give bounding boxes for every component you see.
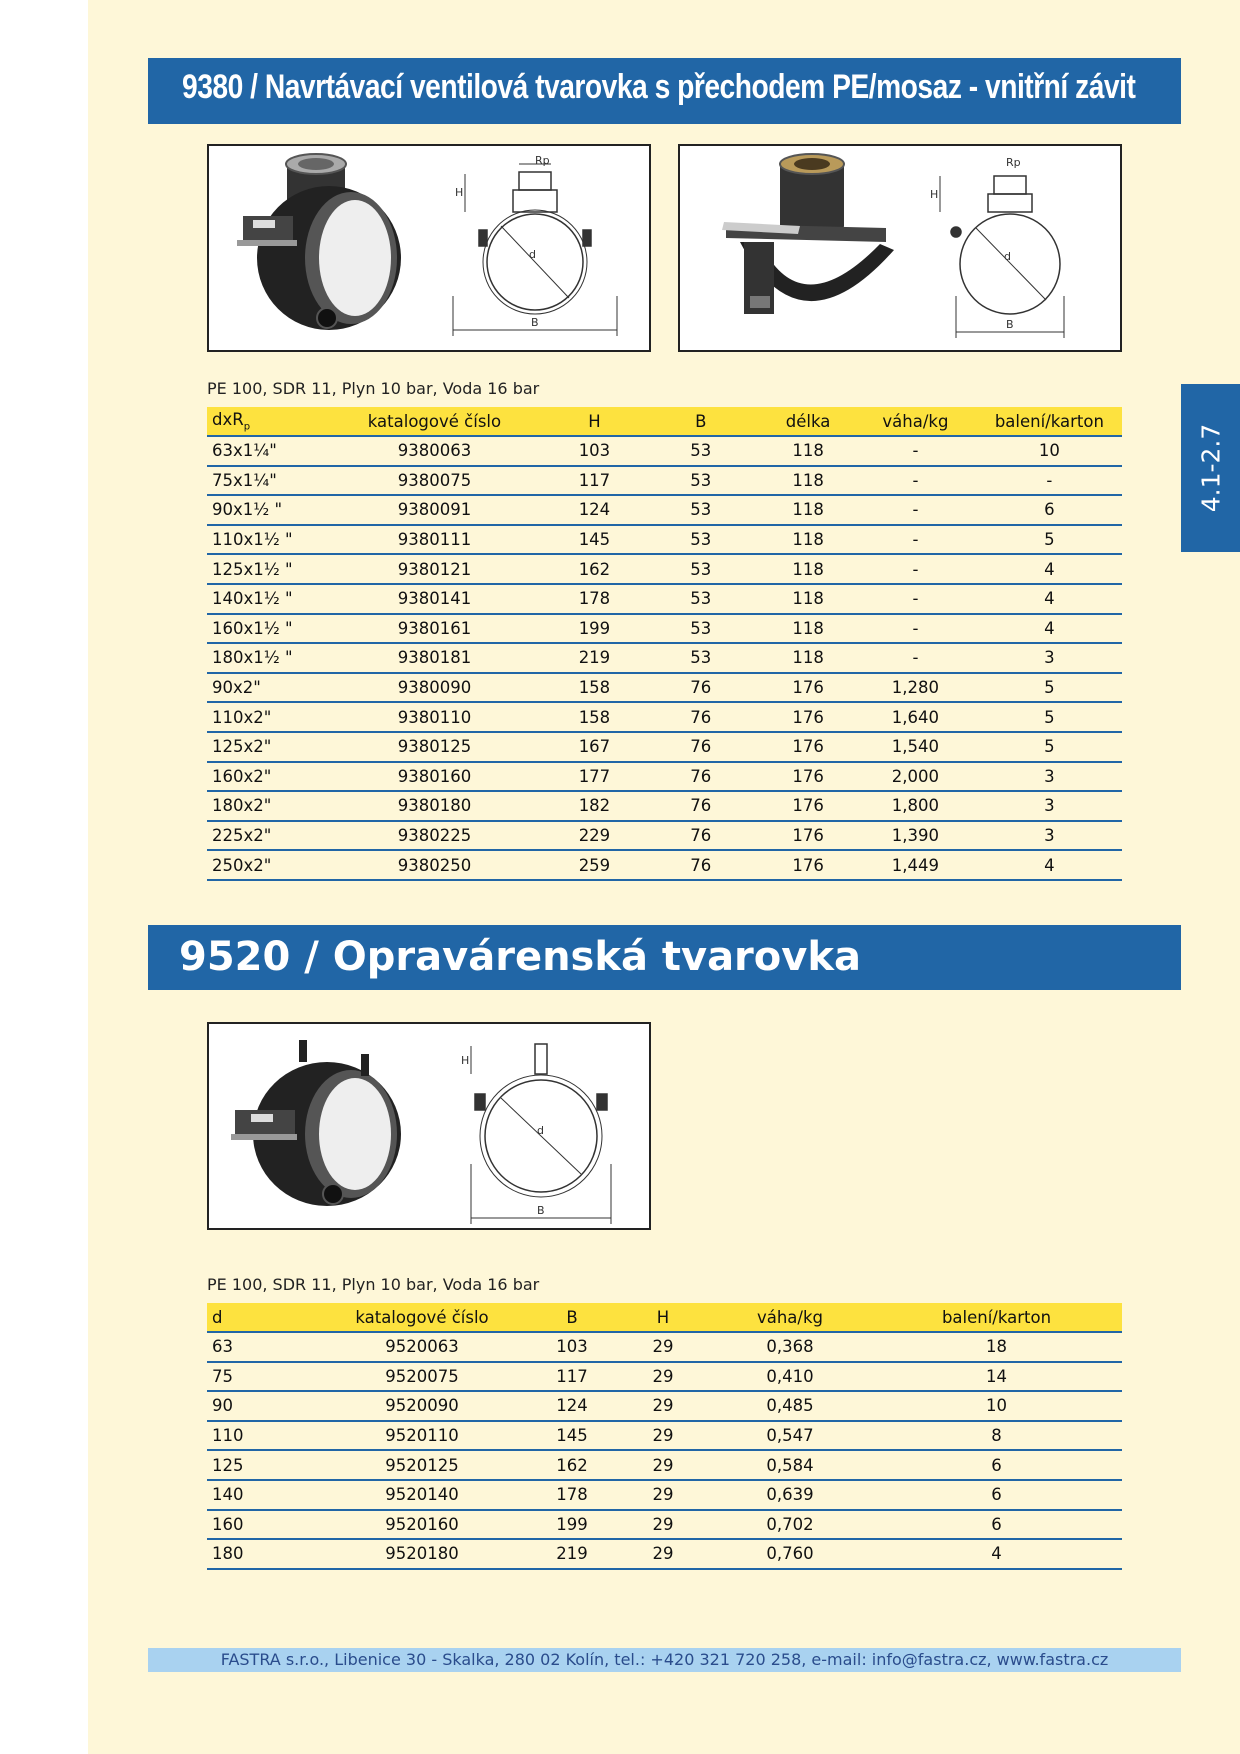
table-cell: 0,639 (709, 1480, 871, 1510)
col-header-catalog-2: katalogové číslo (317, 1303, 527, 1332)
col-header-packing-2: balení/karton (871, 1303, 1122, 1332)
table-cell: 199 (549, 614, 639, 644)
table-cell: 158 (549, 702, 639, 732)
table-cell: 76 (639, 850, 762, 880)
table-row (207, 1510, 1122, 1540)
table-cell: 160x1½ " (207, 614, 319, 644)
table-cell: 125x1½ " (207, 554, 319, 584)
table-cell: 118 (762, 525, 854, 555)
table-cell: 145 (549, 525, 639, 555)
table-cell: 76 (639, 762, 762, 792)
section2-table (207, 1303, 1122, 1570)
table-cell: 199 (527, 1510, 617, 1540)
table-cell: 76 (639, 673, 762, 703)
table-cell: 118 (762, 584, 854, 614)
table-cell: 4 (871, 1539, 1122, 1569)
table-cell: 75x1¼" (207, 466, 319, 496)
table-cell: 178 (549, 584, 639, 614)
drawing-label-b-2: B (1006, 318, 1014, 331)
table-cell: 9380181 (319, 643, 549, 673)
table-cell: 9380090 (319, 673, 549, 703)
table-cell: 6 (871, 1480, 1122, 1510)
section2-table-header (207, 1303, 1122, 1332)
table-row (207, 762, 1122, 792)
table-cell: 90x1½ " (207, 495, 319, 525)
table-cell: 1,800 (854, 791, 977, 821)
table-cell: 110 (207, 1421, 317, 1451)
table-cell: 90 (207, 1391, 317, 1421)
chapter-tab (1181, 384, 1240, 552)
table-cell: 117 (527, 1362, 617, 1392)
table-row (207, 436, 1122, 466)
table-cell: 9380063 (319, 436, 549, 466)
table-cell: 103 (549, 436, 639, 466)
table-cell: 259 (549, 850, 639, 880)
table-cell: 1,449 (854, 850, 977, 880)
table-cell: 225x2" (207, 821, 319, 851)
table-cell: 176 (762, 850, 854, 880)
table-cell: 3 (977, 821, 1122, 851)
table-row (207, 1332, 1122, 1362)
table-row (207, 614, 1122, 644)
table-cell: 124 (527, 1391, 617, 1421)
table-cell: 18 (871, 1332, 1122, 1362)
table-cell: 75 (207, 1362, 317, 1392)
table-cell: 178 (527, 1480, 617, 1510)
table-cell: 125x2" (207, 732, 319, 762)
table-cell: 4 (977, 584, 1122, 614)
table-cell: 219 (527, 1539, 617, 1569)
drawing-label-h-2: H (930, 188, 939, 201)
drawing-label-rp: Rp (535, 154, 550, 167)
drawing-label-d-3: d (537, 1124, 544, 1137)
table-cell: 8 (871, 1421, 1122, 1451)
table-row (207, 732, 1122, 762)
table-cell: 118 (762, 614, 854, 644)
table-cell: 124 (549, 495, 639, 525)
table-cell: 4 (977, 614, 1122, 644)
table-cell: 9380110 (319, 702, 549, 732)
table-cell: 140x1½ " (207, 584, 319, 614)
table-cell: 125 (207, 1450, 317, 1480)
table-cell: 29 (617, 1391, 709, 1421)
table-cell: 3 (977, 791, 1122, 821)
table-cell: 0,485 (709, 1391, 871, 1421)
section1-table (207, 407, 1122, 881)
table-cell: 9520180 (317, 1539, 527, 1569)
table-cell: 9520090 (317, 1391, 527, 1421)
col-header-b-2: B (527, 1303, 617, 1332)
section1-title-banner (148, 58, 1181, 124)
col-header-b: B (639, 407, 762, 436)
saddle-photo-open (722, 154, 894, 314)
table-row (207, 673, 1122, 703)
table-cell: 6 (871, 1510, 1122, 1540)
table-cell: 145 (527, 1421, 617, 1451)
table-cell: 29 (617, 1480, 709, 1510)
table-cell: 9380180 (319, 791, 549, 821)
table-cell: 9380160 (319, 762, 549, 792)
table-cell: 63x1¼" (207, 436, 319, 466)
table-cell: 10 (871, 1391, 1122, 1421)
footer-contact: FASTRA s.r.o., Libenice 30 - Skalka, 280 02 Kolín, tel.: +420 321 720 258, e-mail: info@fastra.cz, www.fastra.cz (148, 1648, 1181, 1672)
table-cell: 176 (762, 762, 854, 792)
table-cell: 162 (549, 554, 639, 584)
drawing-label-d-2: d (1004, 250, 1011, 263)
table-row (207, 1421, 1122, 1451)
table-cell: 90x2" (207, 673, 319, 703)
table-cell: 63 (207, 1332, 317, 1362)
table-cell: 229 (549, 821, 639, 851)
table-row (207, 466, 1122, 496)
table-cell: - (977, 466, 1122, 496)
table-cell: 180x1½ " (207, 643, 319, 673)
table-cell: 110x1½ " (207, 525, 319, 555)
saddle-photo (237, 154, 401, 330)
table-cell: - (854, 466, 977, 496)
saddle-open-technical-drawing (940, 176, 1064, 338)
table-cell: 118 (762, 495, 854, 525)
table-cell: 160x2" (207, 762, 319, 792)
table-cell: 9520075 (317, 1362, 527, 1392)
table-row (207, 643, 1122, 673)
table-cell: 176 (762, 673, 854, 703)
table-row (207, 1480, 1122, 1510)
table-cell: - (854, 643, 977, 673)
table-cell: 4 (977, 554, 1122, 584)
table-cell: 9380121 (319, 554, 549, 584)
table-cell: 162 (527, 1450, 617, 1480)
col-header-d: d (207, 1303, 317, 1332)
table-cell: 76 (639, 732, 762, 762)
table-cell: - (854, 614, 977, 644)
table-cell: 53 (639, 554, 762, 584)
col-header-dxrp: dxR$_p$ (207, 407, 319, 436)
table-cell: 29 (617, 1332, 709, 1362)
product-image-box-3 (207, 1022, 651, 1230)
chapter-tab-label: 4.1-2.7 (1196, 423, 1225, 513)
table-cell: 118 (762, 466, 854, 496)
table-row (207, 1362, 1122, 1392)
drawing-label-rp-2: Rp (1006, 156, 1021, 169)
drawing-label-b-3: B (537, 1204, 545, 1217)
table-cell: 176 (762, 821, 854, 851)
drawing-label-d: d (529, 248, 536, 261)
table-cell: 118 (762, 643, 854, 673)
table-cell: 0,410 (709, 1362, 871, 1392)
table-cell: 180x2" (207, 791, 319, 821)
col-header-weight-2: váha/kg (709, 1303, 871, 1332)
table-cell: 29 (617, 1510, 709, 1540)
col-header-length: délka (762, 407, 854, 436)
table-cell: 9520140 (317, 1480, 527, 1510)
table-row (207, 495, 1122, 525)
table-cell: 103 (527, 1332, 617, 1362)
saddle-photo-drawing-2 (680, 146, 1120, 350)
drawing-label-b: B (531, 316, 539, 329)
table-cell: 53 (639, 614, 762, 644)
section2-title: 9520 / Opravárenská tvarovka (179, 934, 861, 980)
table-cell: 180 (207, 1539, 317, 1569)
table-cell: 9380141 (319, 584, 549, 614)
table-cell: 5 (977, 732, 1122, 762)
section1-title: 9380 / Navrtávací ventilová tvarovka s přechodem PE/mosaz - vnitřní závit (182, 68, 1136, 106)
table-cell: 2,000 (854, 762, 977, 792)
table-cell: 9380225 (319, 821, 549, 851)
table-cell: 182 (549, 791, 639, 821)
section2-caption: PE 100, SDR 11, Plyn 10 bar, Voda 16 bar (207, 1275, 540, 1294)
table-cell: 176 (762, 791, 854, 821)
col-header-weight: váha/kg (854, 407, 977, 436)
col-header-catalog: katalogové číslo (319, 407, 549, 436)
col-header-packing: balení/karton (977, 407, 1122, 436)
table-cell: 76 (639, 821, 762, 851)
table-cell: 177 (549, 762, 639, 792)
table-cell: 53 (639, 584, 762, 614)
table-cell: 5 (977, 525, 1122, 555)
table-row (207, 791, 1122, 821)
table-cell: 3 (977, 643, 1122, 673)
table-cell: 9380250 (319, 850, 549, 880)
drawing-label-h: H (455, 186, 464, 199)
section1-table-header (207, 407, 1122, 436)
table-cell: 9380125 (319, 732, 549, 762)
table-cell: - (854, 554, 977, 584)
table-row (207, 554, 1122, 584)
table-cell: 53 (639, 643, 762, 673)
table-row (207, 1539, 1122, 1569)
table-cell: 53 (639, 436, 762, 466)
saddle-photo-drawing-1 (209, 146, 649, 350)
table-cell: 219 (549, 643, 639, 673)
table-cell: 9520110 (317, 1421, 527, 1451)
table-cell: 176 (762, 732, 854, 762)
table-cell: 176 (762, 702, 854, 732)
table-cell: 6 (977, 495, 1122, 525)
product-image-box-1 (207, 144, 651, 352)
table-row (207, 702, 1122, 732)
repair-saddle-photo (231, 1040, 401, 1206)
table-cell: 29 (617, 1450, 709, 1480)
table-cell: 0,760 (709, 1539, 871, 1569)
table-cell: 9520160 (317, 1510, 527, 1540)
table-cell: 9520125 (317, 1450, 527, 1480)
col-header-h: H (549, 407, 639, 436)
table-cell: 158 (549, 673, 639, 703)
table-cell: 250x2" (207, 850, 319, 880)
table-cell: 0,702 (709, 1510, 871, 1540)
table-cell: 118 (762, 436, 854, 466)
table-cell: 53 (639, 495, 762, 525)
table-cell: 140 (207, 1480, 317, 1510)
table-cell: 1,280 (854, 673, 977, 703)
table-cell: 5 (977, 702, 1122, 732)
table-cell: 29 (617, 1421, 709, 1451)
product-image-box-2 (678, 144, 1122, 352)
table-cell: 9380111 (319, 525, 549, 555)
section1-caption: PE 100, SDR 11, Plyn 10 bar, Voda 16 bar (207, 379, 540, 398)
table-cell: 4 (977, 850, 1122, 880)
table-cell: - (854, 436, 977, 466)
table-cell: 14 (871, 1362, 1122, 1392)
table-cell: 110x2" (207, 702, 319, 732)
table-cell: 5 (977, 673, 1122, 703)
table-cell: 118 (762, 554, 854, 584)
table-row (207, 850, 1122, 880)
table-cell: 76 (639, 791, 762, 821)
table-cell: 53 (639, 525, 762, 555)
table-cell: 9520063 (317, 1332, 527, 1362)
table-cell: 1,540 (854, 732, 977, 762)
table-cell: 76 (639, 702, 762, 732)
table-cell: - (854, 495, 977, 525)
table-cell: 117 (549, 466, 639, 496)
table-row (207, 525, 1122, 555)
table-cell: 3 (977, 762, 1122, 792)
table-cell: 29 (617, 1362, 709, 1392)
repair-saddle-photo-drawing (209, 1024, 649, 1228)
table-cell: 0,584 (709, 1450, 871, 1480)
drawing-label-h-3: H (461, 1054, 470, 1067)
table-cell: 0,547 (709, 1421, 871, 1451)
table-cell: 0,368 (709, 1332, 871, 1362)
table-cell: 10 (977, 436, 1122, 466)
table-cell: 6 (871, 1450, 1122, 1480)
table-row (207, 1391, 1122, 1421)
table-cell: - (854, 525, 977, 555)
table-cell: 9380075 (319, 466, 549, 496)
table-row (207, 1450, 1122, 1480)
table-cell: 1,640 (854, 702, 977, 732)
table-cell: 1,390 (854, 821, 977, 851)
table-cell: 9380091 (319, 495, 549, 525)
table-cell: - (854, 584, 977, 614)
section2-title-banner (148, 925, 1181, 990)
col-header-h-2: H (617, 1303, 709, 1332)
table-cell: 29 (617, 1539, 709, 1569)
table-cell: 9380161 (319, 614, 549, 644)
table-cell: 53 (639, 466, 762, 496)
table-row (207, 821, 1122, 851)
table-row (207, 584, 1122, 614)
table-cell: 167 (549, 732, 639, 762)
table-cell: 160 (207, 1510, 317, 1540)
